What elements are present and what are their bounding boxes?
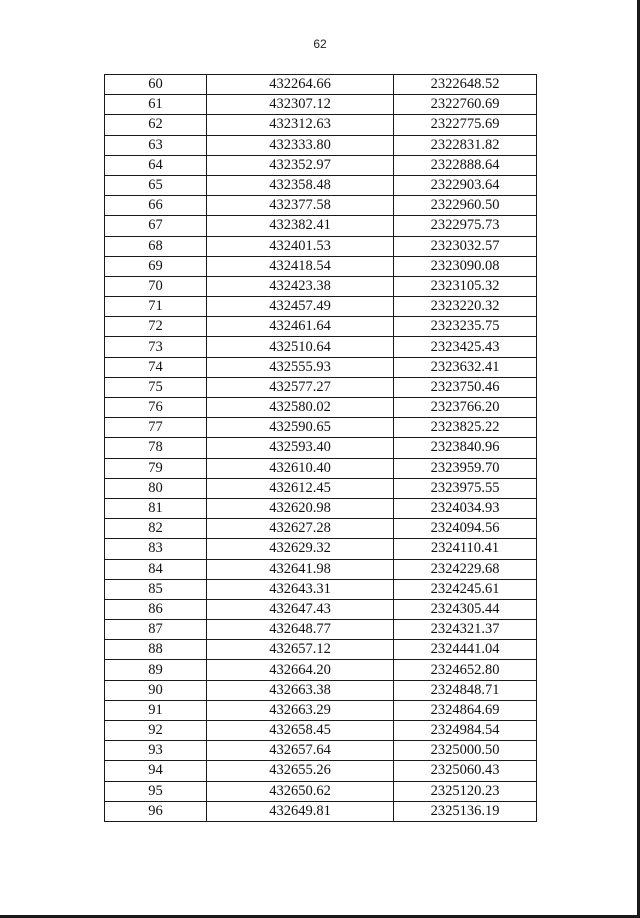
y-coordinate-cell: 2323235.75: [394, 317, 537, 337]
table-row: [105, 539, 537, 559]
table-row: [105, 398, 537, 418]
point-number-cell: 80: [105, 478, 207, 498]
table-row: [105, 438, 537, 458]
x-coordinate-cell: 432655.26: [207, 761, 394, 781]
table-row: [105, 377, 537, 397]
y-coordinate-cell: 2323105.32: [394, 276, 537, 296]
y-coordinate-cell: 2322960.50: [394, 196, 537, 216]
x-coordinate-cell: 432577.27: [207, 377, 394, 397]
x-coordinate-cell: 432510.64: [207, 337, 394, 357]
x-coordinate-cell: 432312.63: [207, 115, 394, 135]
point-number-cell: 62: [105, 115, 207, 135]
table-row: [105, 418, 537, 438]
y-coordinate-cell: 2323975.55: [394, 478, 537, 498]
point-number-cell: 78: [105, 438, 207, 458]
point-number-cell: 71: [105, 297, 207, 317]
x-coordinate-cell: 432649.81: [207, 801, 394, 821]
point-number-cell: 88: [105, 640, 207, 660]
y-coordinate-cell: 2325000.50: [394, 741, 537, 761]
point-number-cell: 86: [105, 599, 207, 619]
x-coordinate-cell: 432377.58: [207, 196, 394, 216]
x-coordinate-cell: 432641.98: [207, 559, 394, 579]
y-coordinate-cell: 2323090.08: [394, 256, 537, 276]
point-number-cell: 72: [105, 317, 207, 337]
x-coordinate-cell: 432382.41: [207, 216, 394, 236]
y-coordinate-cell: 2322975.73: [394, 216, 537, 236]
x-coordinate-cell: 432461.64: [207, 317, 394, 337]
coordinates-table: [104, 74, 537, 822]
table-row: [105, 337, 537, 357]
point-number-cell: 68: [105, 236, 207, 256]
point-number-cell: 83: [105, 539, 207, 559]
y-coordinate-cell: 2322888.64: [394, 155, 537, 175]
point-number-cell: 84: [105, 559, 207, 579]
x-coordinate-cell: 432590.65: [207, 418, 394, 438]
point-number-cell: 73: [105, 337, 207, 357]
point-number-cell: 96: [105, 801, 207, 821]
table-row: [105, 75, 537, 95]
y-coordinate-cell: 2324034.93: [394, 498, 537, 518]
y-coordinate-cell: 2323766.20: [394, 398, 537, 418]
x-coordinate-cell: 432664.20: [207, 660, 394, 680]
point-number-cell: 64: [105, 155, 207, 175]
y-coordinate-cell: 2324848.71: [394, 680, 537, 700]
point-number-cell: 67: [105, 216, 207, 236]
point-number-cell: 74: [105, 357, 207, 377]
y-coordinate-cell: 2324984.54: [394, 721, 537, 741]
table-row: [105, 559, 537, 579]
table-row: [105, 640, 537, 660]
table-row: [105, 660, 537, 680]
x-coordinate-cell: 432643.31: [207, 579, 394, 599]
point-number-cell: 76: [105, 398, 207, 418]
table-row: [105, 216, 537, 236]
table-row: [105, 317, 537, 337]
y-coordinate-cell: 2323632.41: [394, 357, 537, 377]
table-row: [105, 196, 537, 216]
x-coordinate-cell: 432648.77: [207, 620, 394, 640]
table-row: [105, 297, 537, 317]
x-coordinate-cell: 432333.80: [207, 135, 394, 155]
point-number-cell: 85: [105, 579, 207, 599]
y-coordinate-cell: 2323032.57: [394, 236, 537, 256]
y-coordinate-cell: 2324094.56: [394, 519, 537, 539]
point-number-cell: 79: [105, 458, 207, 478]
x-coordinate-cell: 432657.64: [207, 741, 394, 761]
x-coordinate-cell: 432264.66: [207, 75, 394, 95]
page-number: 62: [313, 37, 327, 51]
table-row: [105, 236, 537, 256]
y-coordinate-cell: 2325120.23: [394, 781, 537, 801]
point-number-cell: 81: [105, 498, 207, 518]
x-coordinate-cell: 432358.48: [207, 175, 394, 195]
y-coordinate-cell: 2323750.46: [394, 377, 537, 397]
y-coordinate-cell: 2324229.68: [394, 559, 537, 579]
x-coordinate-cell: 432663.29: [207, 700, 394, 720]
point-number-cell: 75: [105, 377, 207, 397]
y-coordinate-cell: 2324652.80: [394, 660, 537, 680]
table-row: [105, 357, 537, 377]
point-number-cell: 82: [105, 519, 207, 539]
point-number-cell: 90: [105, 680, 207, 700]
table-row: [105, 135, 537, 155]
table-row: [105, 458, 537, 478]
x-coordinate-cell: 432352.97: [207, 155, 394, 175]
table-row: [105, 599, 537, 619]
point-number-cell: 95: [105, 781, 207, 801]
point-number-cell: 92: [105, 721, 207, 741]
x-coordinate-cell: 432629.32: [207, 539, 394, 559]
x-coordinate-cell: 432555.93: [207, 357, 394, 377]
table-row: [105, 519, 537, 539]
y-coordinate-cell: 2325136.19: [394, 801, 537, 821]
x-coordinate-cell: 432593.40: [207, 438, 394, 458]
point-number-cell: 77: [105, 418, 207, 438]
table-row: [105, 498, 537, 518]
y-coordinate-cell: 2323425.43: [394, 337, 537, 357]
x-coordinate-cell: 432612.45: [207, 478, 394, 498]
table-row: [105, 155, 537, 175]
point-number-cell: 63: [105, 135, 207, 155]
x-coordinate-cell: 432627.28: [207, 519, 394, 539]
y-coordinate-cell: 2324441.04: [394, 640, 537, 660]
x-coordinate-cell: 432401.53: [207, 236, 394, 256]
x-coordinate-cell: 432650.62: [207, 781, 394, 801]
x-coordinate-cell: 432418.54: [207, 256, 394, 276]
table-row: [105, 781, 537, 801]
table-row: [105, 175, 537, 195]
x-coordinate-cell: 432647.43: [207, 599, 394, 619]
x-coordinate-cell: 432658.45: [207, 721, 394, 741]
x-coordinate-cell: 432580.02: [207, 398, 394, 418]
x-coordinate-cell: 432307.12: [207, 95, 394, 115]
table-row: [105, 478, 537, 498]
point-number-cell: 70: [105, 276, 207, 296]
x-coordinate-cell: 432663.38: [207, 680, 394, 700]
coordinates-table-body: [105, 75, 537, 822]
table-row: [105, 579, 537, 599]
table-row: [105, 680, 537, 700]
point-number-cell: 87: [105, 620, 207, 640]
y-coordinate-cell: 2323825.22: [394, 418, 537, 438]
table-row: [105, 115, 537, 135]
y-coordinate-cell: 2325060.43: [394, 761, 537, 781]
y-coordinate-cell: 2324864.69: [394, 700, 537, 720]
y-coordinate-cell: 2322903.64: [394, 175, 537, 195]
x-coordinate-cell: 432423.38: [207, 276, 394, 296]
point-number-cell: 66: [105, 196, 207, 216]
table-row: [105, 721, 537, 741]
table-row: [105, 95, 537, 115]
y-coordinate-cell: 2322760.69: [394, 95, 537, 115]
table-row: [105, 276, 537, 296]
y-coordinate-cell: 2324321.37: [394, 620, 537, 640]
y-coordinate-cell: 2322831.82: [394, 135, 537, 155]
point-number-cell: 65: [105, 175, 207, 195]
point-number-cell: 93: [105, 741, 207, 761]
x-coordinate-cell: 432620.98: [207, 498, 394, 518]
y-coordinate-cell: 2322775.69: [394, 115, 537, 135]
table-row: [105, 741, 537, 761]
table-row: [105, 700, 537, 720]
table-row: [105, 620, 537, 640]
x-coordinate-cell: 432457.49: [207, 297, 394, 317]
y-coordinate-cell: 2324245.61: [394, 579, 537, 599]
point-number-cell: 60: [105, 75, 207, 95]
y-coordinate-cell: 2323959.70: [394, 458, 537, 478]
y-coordinate-cell: 2323840.96: [394, 438, 537, 458]
y-coordinate-cell: 2324305.44: [394, 599, 537, 619]
y-coordinate-cell: 2323220.32: [394, 297, 537, 317]
point-number-cell: 69: [105, 256, 207, 276]
table-row: [105, 256, 537, 276]
x-coordinate-cell: 432657.12: [207, 640, 394, 660]
table-row: [105, 801, 537, 821]
point-number-cell: 94: [105, 761, 207, 781]
table-row: [105, 761, 537, 781]
point-number-cell: 91: [105, 700, 207, 720]
y-coordinate-cell: 2324110.41: [394, 539, 537, 559]
y-coordinate-cell: 2322648.52: [394, 75, 537, 95]
x-coordinate-cell: 432610.40: [207, 458, 394, 478]
point-number-cell: 61: [105, 95, 207, 115]
point-number-cell: 89: [105, 660, 207, 680]
